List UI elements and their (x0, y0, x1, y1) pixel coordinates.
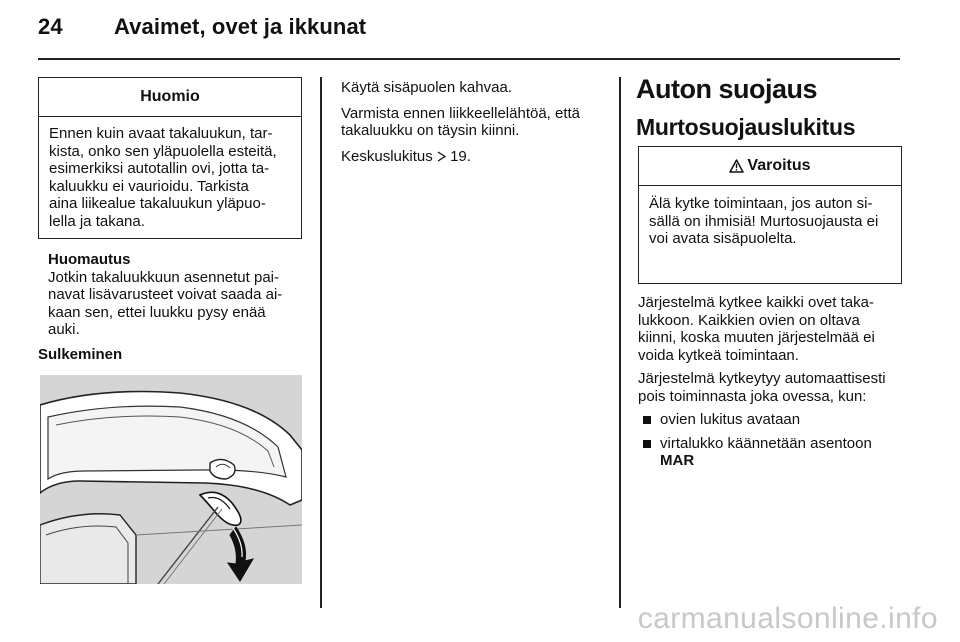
warning-line: voi avata sisäpuolelta. (649, 230, 797, 247)
tailgate-closing-illustration (40, 375, 302, 584)
bullet-square-icon (643, 440, 651, 448)
caution-box (38, 77, 302, 239)
middle-paragraph-3 (341, 148, 603, 166)
warning-title: Varoitus (747, 157, 811, 174)
note-line: kaan sen, ettei luukku pysy enää (48, 303, 266, 321)
middle-column (341, 79, 603, 173)
watermark-text: carmanualsonline.info (637, 602, 938, 635)
caution-line: aina liikealue takaluukun yläpuo- (49, 195, 266, 212)
header-divider (38, 58, 900, 60)
middle-line: takaluukku on täysin kiinni. (341, 122, 520, 139)
caution-line: Ennen kuin avaat takaluukun, tar- (49, 125, 273, 142)
bullet-item (638, 411, 902, 429)
bullet-text-block (660, 435, 872, 470)
page-number: 24 (38, 14, 63, 39)
subsection-heading-deadlocking: Murtosuojauslukitus (636, 114, 856, 140)
bullet-text: ovien lukitus avataan (660, 411, 801, 428)
note-title: Huomautus (48, 251, 131, 268)
note-line: Jotkin takaluukkuun asennetut pai- (48, 268, 279, 286)
warning-box (638, 146, 902, 284)
section-heading-vehicle-security: Auton suojaus (636, 74, 817, 104)
cross-reference-text: Keskuslukitus (341, 147, 433, 165)
caution-line: kista, onko sen yläpuolella esteitä, (49, 142, 277, 160)
page-reference-icon (437, 151, 446, 162)
middle-line: Varmista ennen liikkeellelähtöä, että (341, 104, 581, 122)
middle-paragraph-1: Käytä sisäpuolen kahvaa. (341, 79, 512, 96)
right-line: kiinni, koska muuten järjestelmää ei (638, 329, 875, 346)
note-text (48, 269, 306, 339)
page-header (38, 14, 366, 40)
right-paragraph-1 (638, 294, 902, 364)
tailgate-illustration-svg (40, 375, 302, 584)
bullet-item (638, 435, 902, 470)
column-divider-right (619, 77, 621, 608)
section-heading-closing: Sulkeminen (38, 346, 123, 363)
bullet-text: virtalukko käännetään asentoon (660, 434, 872, 452)
warning-triangle-icon (729, 159, 744, 173)
right-line: Järjestelmä kytkee kaikki ovet taka- (638, 294, 874, 311)
note-block (48, 251, 306, 339)
caution-line: lella ja takana. (49, 212, 145, 230)
bullet-bold-text: MAR (660, 452, 695, 469)
middle-paragraph-2 (341, 105, 603, 140)
warning-line: sällä on ihmisiä! Murtosuojausta ei (649, 212, 879, 230)
caution-title: Huomio (39, 78, 301, 117)
right-line: Järjestelmä kytkeytyy automaattisesti (638, 370, 886, 387)
caution-line: esimerkiksi autotallin ovi, jotta ta- (49, 160, 270, 177)
right-line: pois toiminnasta joka ovessa, kun: (638, 387, 867, 405)
right-column-text (638, 294, 902, 476)
right-line: lukkoon. Kaikkien ovien on oltava (638, 311, 860, 329)
warning-line: Älä kytke toimintaan, jos auton si- (649, 195, 873, 212)
cross-reference-page[interactable]: 19. (450, 147, 471, 165)
right-line: voida kytkeä toimintaan. (638, 346, 799, 364)
note-line: navat lisävarusteet voivat saada ai- (48, 286, 283, 303)
page-title: Avaimet, ovet ja ikkunat (114, 14, 367, 39)
right-paragraph-2 (638, 370, 902, 405)
caution-text (39, 117, 301, 230)
column-divider-left (320, 77, 322, 608)
bullet-square-icon (643, 416, 651, 424)
warning-text (639, 186, 901, 248)
caution-line: kaluukku ei vaurioidu. Tarkista (49, 177, 249, 195)
note-line: auki. (48, 321, 80, 338)
warning-title-row (639, 147, 901, 186)
